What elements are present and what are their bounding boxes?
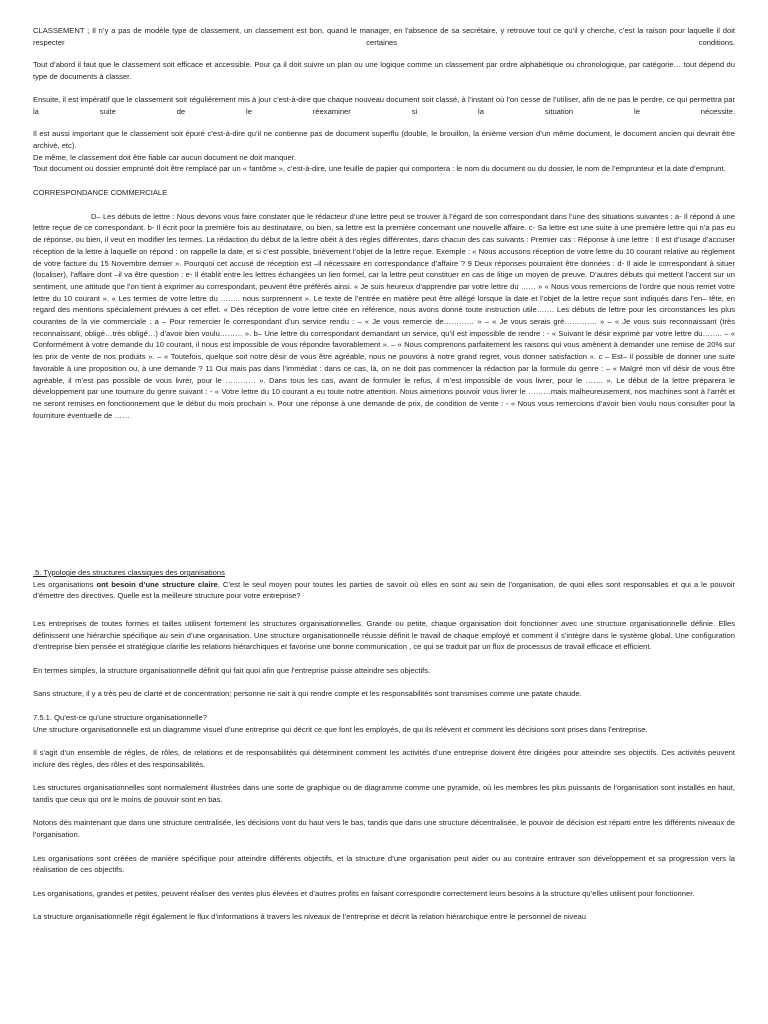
classement-paragraph-4: Il est aussi important que le classement soit épuré c’est-à-dire qu’il ne contienne pas de document superflu (double, le brouillon, la énième version d’un même document, le document ancien qui devrait être archivé, etc).	[33, 129, 735, 150]
typologie-paragraph-2: Les entreprises de toutes formes et tailles utilisent fortement les structures organisationnelles. Grande ou petite, chaque organisation doit fonctionner avec une structure organisationnelle définie. Elles définissent une hiérarchie spécifique au sein d’une organisation. Une structure organisationnelle réussie définit le travail de chaque employé et comment il s’intègre dans le système global. Une configuration d’entreprise bien pensée et stratégique clarifie les relations hiérarchiques et favorise une bonne communication , ce qui se traduit par un flux de processus de travail efficace et efficient.	[33, 618, 735, 652]
correspondance-heading: CORRESPONDANCE COMMERCIALE	[33, 188, 168, 198]
typologie-paragraph-11: La structure organisationnelle régit également le flux d’informations à travers les niveaux de l’entreprise et décrit la relation hiérarchique entre le personnel de niveau	[33, 912, 586, 922]
typologie-intro-bold: ont besoin d’une structure claire	[96, 579, 218, 589]
correspondance-body: D– Les débuts de lettre : Nous devons vous faire constater que le rédacteur d’une lettre peut se trouver à l’égard de son correspondant dans l’une des situations suivantes : a- Il répond à une lettre reçue de ce correspondant. b- Il écrit pour la première fois au destinataire, ou bien, sa lettre est la première concernant une nouvelle affaire. c- Sa lettre est une suite à une première lettre qui n’a pas eu de réponse, ou bien, il veut en modifier les termes. La rédaction du début de la lettre obéit à des règles différentes, dans chacun des cas suivants : Premier cas : Réponse à une lettre : Il est d’usage d’accuser réception de la lettre à laquelle on répond : on rappelle la date, et si c’est possible, brièvement l’objet de la lettre reçue. Exemple : « Nous accusons réception de votre lettre du 10 courant relative au règlement de votre facture du 15 Novembre dernier ». Pourquoi cet accusé de réception est –il nécessaire en correspondance d’affaire ? 9 Deux réponses pourraient être données : d- Il aide le correspondant à situer (localiser), l’affaire dont –il va être question : e- Il établit entre les lettres échangées un lien formel, car la lettre peut constituer en cas de litige un moyen de preuve. D’autres débuts qui mettent l’accent sur un sentiment, une attitude que l’on tient à exprimer au correspondant, peuvent être préférés ainsi. « Je suis heureux d’apprendre par votre lettre du …… » « Nous vous remercions de l’ordre que nous remet votre lettre du 10 courant ». « Les termes de votre lettre du …….. nous surprennent ». Le texte de l’entrée en matière peut être allégé lorsque la date et l’objet de la lettre reçue sont indiqués dans l’en– tête, en regard des mentions spécialement prévues à cet effet. « Dès réception de votre lettre citée en référence, nous avons donné toute instruction utile……. Les débuts de lettre pour les circonstances les plus courantes de la vie commerciale : a – Pour remercier le correspondant d’un service rendu : – « Je vous remercie de………… » – « Je vous serais gré…………. » – « Je vous suis reconnaissant (très reconnaissant, obligé…très obligé…) d’avoir bien voulu……… ». b– Une lettre du correspondant demandant un service, qu’il est impossible de rendre : - « Suivant le désir exprimé par votre lettre du…….. – « Conformément à votre demande du 10 courant, il nous est impossible de vous répondre favorablement ». – « Nous comprenons parfaitement les raisons qui vous amènent à demander une remise de 20% sur les prix de vente de nos produits ». – « Toutefois, quelque soit notre désir de vous être agréable, nous ne pouvons à notre grand regret, vous donner satisfaction ». c – Est– il possible de donner une suite favorable à une proposition ou, à une demande ? 11 Oui mais pas dans l’immédiat : dans ce cas, là, on ne doit pas commencer la rédaction par la formule du genre : – « Malgré mon vif désir de vous être agréable, il m’est pas possible de vous livrer, pour le ………… ». Dans tous les cas, avant de formuler le refus, il m’est impossible de vous livrer, pour le ……. ». Le début de la lettre préparera le développement par une tournure du genre suivant : - « Votre lettre du 10 courant a eu toute notre attention. Nous aimerions pouvoir vous livrer le ………mais malheureusement, nos machines sont à l’arrêt et ne seront remises en fonctionnement que le début du mois prochain ». Pour une réponse à une demande de prix, de condition de vente : - « Nous vous remercions d’avoir bien voulu nous consulter pour la fourniture éventuelle de ……	[33, 211, 735, 420]
typologie-intro-c: . C’est le seul moyen pour toutes les parties de savoir où elles en sont au sein de l’organisation, de quoi elles sont responsables et qui a le pouvoir d’émettre des directives. Quelle est la meilleure structure pour votre entreprise?	[33, 579, 736, 601]
typologie-intro	[33, 579, 735, 602]
classement-paragraph-2: Tout d’abord il faut que le classement soit efficace et accessible. Pour ça il doit suivre un plan ou une logique comme un classement par ordre alphabétique ou chronologique, par catégorie… tout dépend du type de documents à classer.	[33, 60, 735, 82]
typologie-paragraph-6: Il s’agit d’un ensemble de règles, de rôles, de relations et de responsabilités qui déterminent comment les activités d’une entreprise doivent être dirigées pour atteindre ses objectifs. Ces activités peuvent inclure des règles, des rôles et des responsabilités.	[33, 748, 735, 769]
typologie-section	[33, 567, 735, 935]
classement-paragraph-3: Ensuite, il est impératif que le classement soit régulièrement mis à jour c’est-à-dire que chaque nouveau document soit classé, à l’instant où l’on cesse de l’utiliser, afin de ne pas le perdre, ce qui permettra par la suite de le réexaminer si la situation le nécessite.	[33, 94, 735, 116]
typologie-intro-a: Les organisations	[33, 579, 97, 589]
typologie-paragraph-7: Les structures organisationnelles sont normalement illustrées dans une sorte de graphique ou de diagramme comme une pyramide, où les membres les plus puissants de l’organisation sont installés en haut, tandis que ceux qui ont le moins de pouvoir sont en bas.	[33, 783, 735, 804]
document-page	[33, 25, 735, 421]
typologie-paragraph-9: Les organisations sont créées de manière spécifique pour atteindre différents objectifs, et la structure d’une organisation peut aider ou au contraire entraver son développement et sa progression vers la réalisation de ces objectifs.	[33, 853, 735, 875]
typologie-paragraph-4: Sans structure, il y a très peu de clarté et de concentration; personne ne sait à qui rendre compte et les responsabilités sont transmises comme une patate chaude.	[33, 689, 582, 699]
classement-paragraph-6: Tout document ou dossier emprunté doit être remplacé par un « fantôme », c’est-à-dire, une feuille de papier qui comportera : le nom du document ou du dossier, le nom de l’emprunteur et la date d’emprunt.	[33, 164, 726, 174]
classement-paragraph-5: De même, le classement doit être fiable car aucun document ne doit manquer.	[33, 152, 296, 162]
typologie-subheading: 7.5.1. Qu’est-ce qu’une structure organisationnelle?	[33, 712, 207, 722]
typologie-paragraph-8: Notons dès maintenant que dans une structure centralisée, les décisions vont du haut vers le bas, tandis que dans une structure décentralisée, le pouvoir de décision est réparti entre les différents niveaux de l’organisation.	[33, 818, 735, 840]
typologie-heading: .5. Typologie des structures classiques des organisations	[33, 568, 225, 577]
typologie-paragraph-3: En termes simples, la structure organisationnelle définit qui fait quoi afin que l’entreprise puisse atteindre ses objectifs.	[33, 665, 431, 675]
typologie-paragraph-5: Une structure organisationnelle est un diagramme visuel d’une entreprise qui décrit ce que font les employés, de qui ils relèvent et comment les décisions sont prises dans l’entreprise.	[33, 724, 648, 734]
typologie-paragraph-10: Les organisations, grandes et petites, peuvent réaliser des ventes plus élevées et d’autres profits en faisant correspondre correctement leurs besoins à la structure qu’elles utilisent pour fonctionner.	[33, 888, 695, 898]
classement-paragraph-1: CLASSEMENT ; Il n’y a pas de modèle type de classement, un classement est bon, quand le manager, en l’absence de sa secrétaire, y retrouve tout ce qu’il y cherche, c’est la raison pour laquelle il doit respecter certaines conditions.	[33, 26, 735, 47]
